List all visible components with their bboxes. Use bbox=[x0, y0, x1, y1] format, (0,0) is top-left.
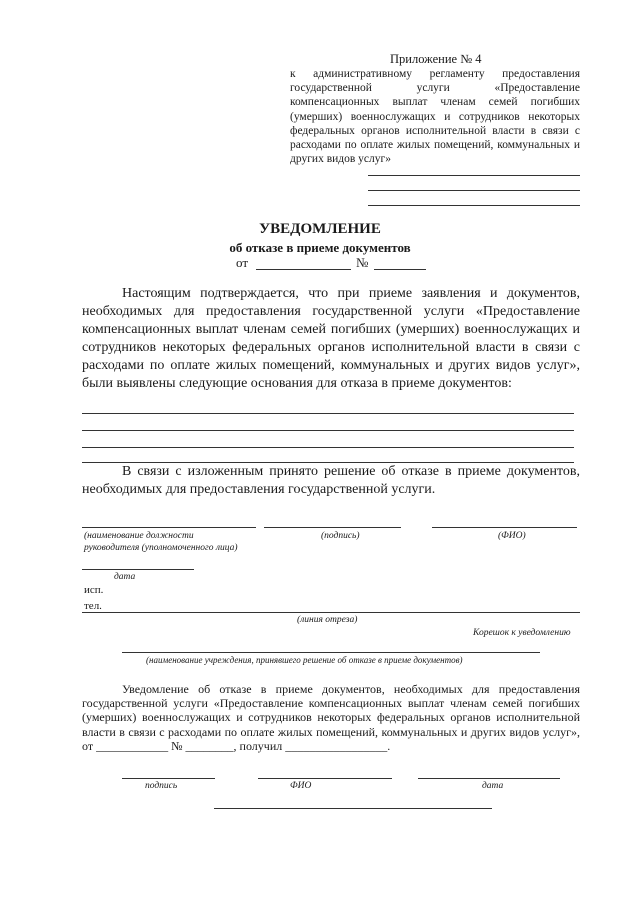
institution-caption: (наименование учреждения, принявшего решение об отказе в приеме документов) bbox=[146, 655, 463, 665]
fio-caption: (ФИО) bbox=[498, 531, 526, 541]
appendix-blank-line-2 bbox=[368, 190, 580, 191]
notice-date-prefix: от bbox=[236, 255, 249, 270]
notice-number-line bbox=[374, 269, 426, 270]
position-line bbox=[82, 527, 256, 528]
notice-subtitle: об отказе в приеме документов bbox=[229, 240, 411, 255]
appendix-title: Приложение № 4 bbox=[390, 52, 482, 66]
cut-line-caption: (линия отреза) bbox=[297, 615, 358, 625]
signature-line bbox=[264, 527, 401, 528]
bottom-extra-line bbox=[214, 808, 492, 809]
stub-text: Уведомление об отказе в приеме документов, необходимых для предоставления государственной услуги «Предоставление компенсационных выплат членам семей погибших (умерших) военнослужащих и сотрудников некоторых федеральных органов исполнительной власти в связи с расходами по оплате жилых помещений, коммунальных и других видов услуг», от ____________ № ________, получил _________________. bbox=[82, 682, 580, 753]
appendix-blank-line-3 bbox=[368, 205, 580, 206]
bottom-date-line bbox=[418, 778, 560, 779]
notice-date-line bbox=[256, 269, 351, 270]
date-caption: дата bbox=[114, 572, 136, 582]
signature-caption: (подпись) bbox=[321, 531, 360, 541]
phone-label: тел. bbox=[84, 600, 102, 612]
bottom-signature-line bbox=[122, 778, 215, 779]
date-line bbox=[82, 569, 194, 570]
position-caption-1: (наименование должности bbox=[84, 531, 194, 541]
bottom-date-caption: дата bbox=[482, 781, 504, 791]
reason-line-3 bbox=[82, 447, 574, 448]
cut-line bbox=[82, 612, 580, 613]
reason-line-2 bbox=[82, 430, 574, 431]
position-caption-2: руководителя (уполномоченного лица) bbox=[84, 543, 238, 553]
bottom-fio-line bbox=[258, 778, 392, 779]
appendix-blank-line-1 bbox=[368, 175, 580, 176]
appendix-text: к административному регламенту предоставления государственной услуги «Предоставление компенсационных выплат членам семей погибших (умерших) военнослужащих и сотрудников некоторых федеральных органов исполнительной власти в связи с расходами по оплате жилых помещений, коммунальных и других видов услуг» bbox=[290, 68, 580, 166]
reason-line-1 bbox=[82, 413, 574, 414]
bottom-signature-caption: подпись bbox=[145, 781, 178, 791]
notice-title: УВЕДОМЛЕНИЕ bbox=[259, 221, 381, 237]
notice-number-sign: № bbox=[356, 255, 369, 270]
institution-line bbox=[122, 652, 540, 653]
bottom-fio-caption: ФИО bbox=[290, 781, 312, 791]
body-paragraph-2: В связи с изложенным принято решение об отказе в приеме документов, необходимых для предоставления государственной услуги. bbox=[82, 464, 580, 497]
executor-label: исп. bbox=[84, 584, 104, 596]
body-paragraph-1: Настоящим подтверждается, что при приеме заявления и документов, необходимых для предоставления государственной услуги «Предоставление компенсационных выплат членам семей погибших (умерших) военнослужащих и сотрудников некоторых федеральных органов исполнительной власти в связи с расходами по оплате жилых помещений, коммунальных и других видов услуг», были выявлены следующие основания для отказа в приеме документов: bbox=[82, 286, 580, 391]
fio-line bbox=[432, 527, 577, 528]
stub-label: Корешок к уведомлению bbox=[473, 628, 571, 638]
